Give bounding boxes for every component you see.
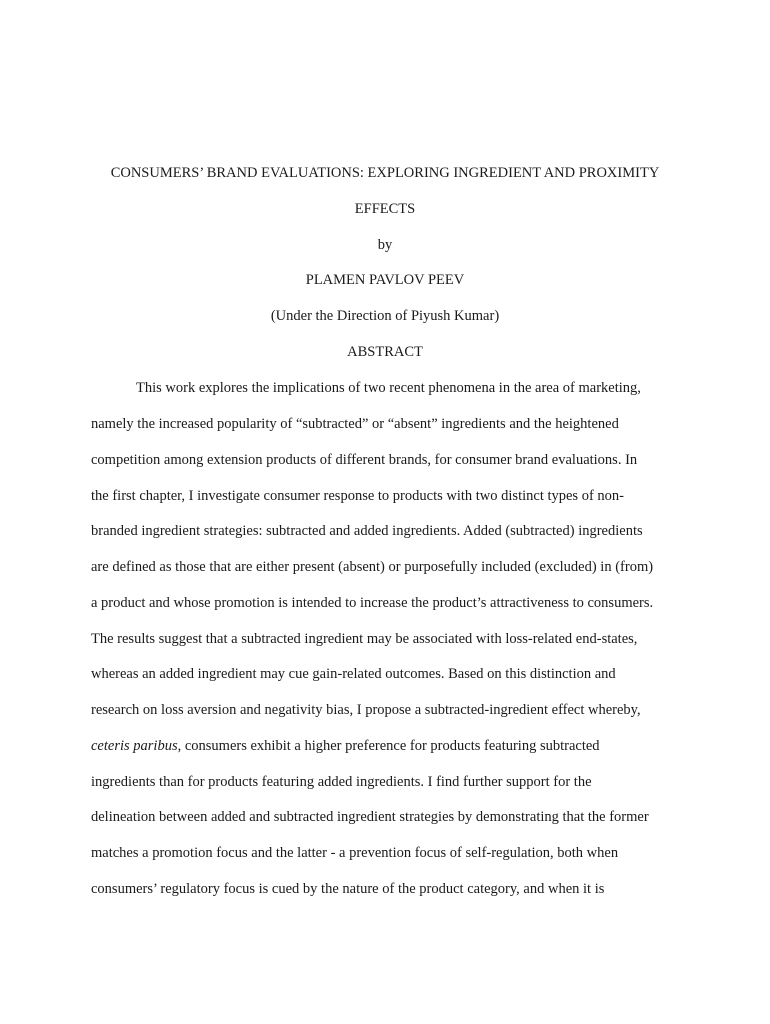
title-line-2: EFFECTS <box>354 201 416 217</box>
abstract-line-15: consumers’ regulatory focus is cued by the nature of the product category, and when it is <box>91 881 605 897</box>
author-name: PLAMEN PAVLOV PEEV <box>305 272 465 288</box>
abstract-heading: ABSTRACT <box>347 344 423 360</box>
abstract-line-3: competition among extension products of different brands, for consumer brand evaluations. In <box>91 452 638 468</box>
abstract-line-1: This work explores the implications of two recent phenomena in the area of marketing, <box>136 380 641 396</box>
abstract-line-2: namely the increased popularity of “subtracted” or “absent” ingredients and the heightened <box>91 416 619 432</box>
abstract-line-6: are defined as those that are either present (absent) or purposefully included (excluded) in (from) <box>91 559 654 575</box>
abstract-line-12: ingredients than for products featuring added ingredients. I find further support for the <box>91 774 592 790</box>
abstract-line-14: matches a promotion focus and the latter - a prevention focus of self-regulation, both when <box>91 845 619 861</box>
abstract-line-4: the first chapter, I investigate consumer response to products with two distinct types of non- <box>91 488 624 504</box>
abstract-line-7: a product and whose promotion is intended to increase the product’s attractiveness to consumers. <box>91 595 654 611</box>
abstract-line-10: research on loss aversion and negativity bias, I propose a subtracted-ingredient effect whereby, <box>91 702 641 718</box>
abstract-line-9: whereas an added ingredient may cue gain-related outcomes. Based on this distinction and <box>91 666 616 682</box>
advisor-line: (Under the Direction of Piyush Kumar) <box>270 308 500 324</box>
by-line: by <box>377 237 393 253</box>
latin-phrase: ceteris paribus <box>91 738 178 754</box>
abstract-line-8: The results suggest that a subtracted ingredient may be associated with loss-related end-states, <box>91 631 638 647</box>
abstract-line-11-rest: , consumers exhibit a higher preference for products featuring subtracted <box>177 738 600 754</box>
abstract-line-11 <box>91 736 600 756</box>
title-line-1: CONSUMERS’ BRAND EVALUATIONS: EXPLORING INGREDIENT AND PROXIMITY <box>110 165 660 181</box>
abstract-line-13: delineation between added and subtracted ingredient strategies by demonstrating that the former <box>91 809 649 825</box>
abstract-line-5: branded ingredient strategies: subtracted and added ingredients. Added (subtracted) ingredients <box>91 523 643 539</box>
